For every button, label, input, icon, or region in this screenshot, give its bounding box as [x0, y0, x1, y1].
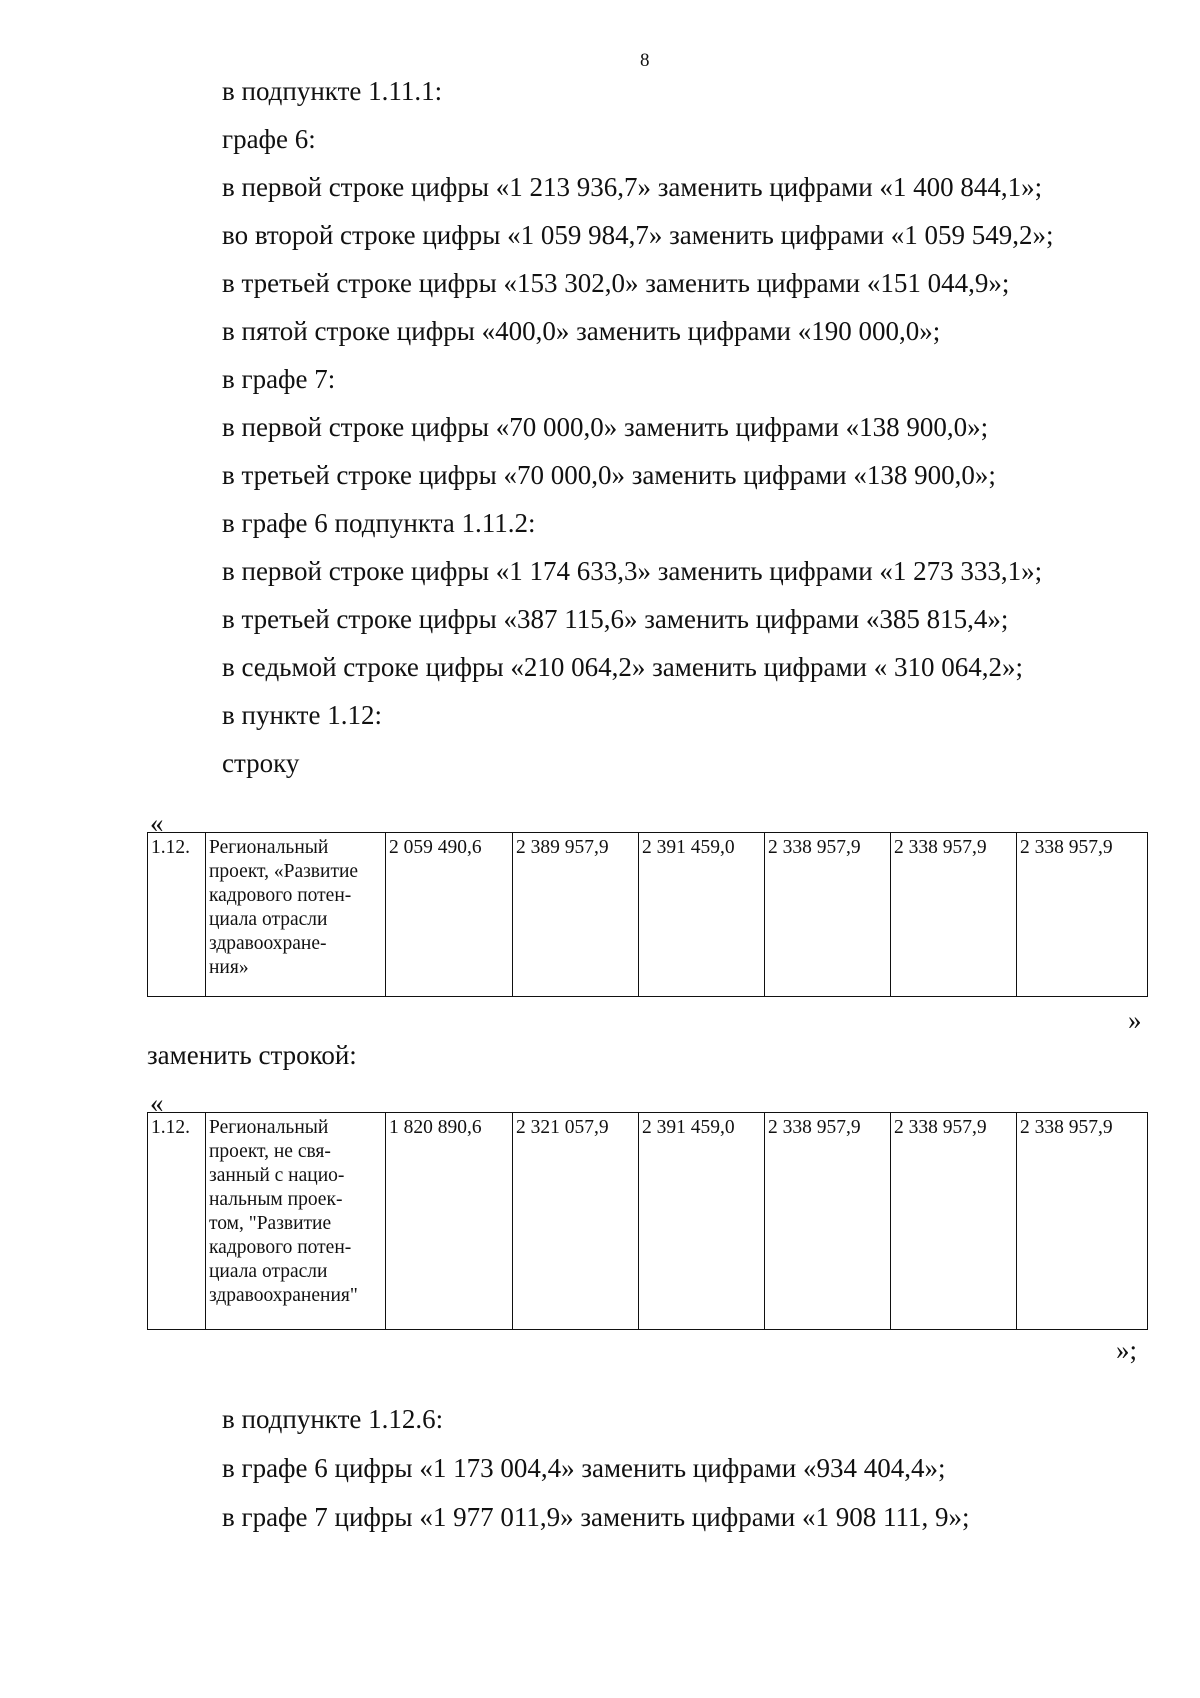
project-name-cell: Региональный проект, не свя- занный с нацио- нальным проек- том, "Развитие кадрового потен- циала отрасли здравоохранения" [206, 1113, 386, 1330]
value-cell: 2 059 490,6 [386, 833, 513, 997]
value-cell: 1 820 890,6 [386, 1113, 513, 1330]
text-line: в пятой строке цифры «400,0» заменить цифрами «190 000,0»; [222, 316, 941, 346]
value-cell: 2 321 057,9 [513, 1113, 639, 1330]
value-cell: 2 338 957,9 [765, 833, 891, 997]
row-number-cell: 1.12. [148, 833, 206, 997]
table-row [148, 1113, 1148, 1330]
text-line: во второй строке цифры «1 059 984,7» заменить цифрами «1 059 549,2»; [222, 220, 1054, 250]
text-line: в графе 6 цифры «1 173 004,4» заменить цифрами «934 404,4»; [222, 1453, 946, 1483]
text-line: в третьей строке цифры «387 115,6» заменить цифрами «385 815,4»; [222, 604, 1009, 634]
text-line: графе 6: [222, 124, 316, 154]
text-line: в седьмой строке цифры «210 064,2» заменить цифрами « 310 064,2»; [222, 652, 1023, 682]
row-number-cell: 1.12. [148, 1113, 206, 1330]
text-line: в первой строке цифры «70 000,0» заменить цифрами «138 900,0»; [222, 412, 989, 442]
text-line: в первой строке цифры «1 213 936,7» заменить цифрами «1 400 844,1»; [222, 172, 1043, 202]
value-cell: 2 391 459,0 [639, 833, 765, 997]
value-cell: 2 338 957,9 [891, 1113, 1017, 1330]
table-row [148, 833, 1148, 997]
text-line: в подпункте 1.11.1: [222, 76, 443, 106]
value-cell: 2 338 957,9 [1017, 833, 1148, 997]
text-line: строку [222, 748, 300, 778]
text-line: в графе 6 подпункта 1.11.2: [222, 508, 536, 538]
text-line: в третьей строке цифры «153 302,0» заменить цифрами «151 044,9»; [222, 268, 1010, 298]
new-row-table [147, 1112, 1148, 1330]
text-line: в графе 7 цифры «1 977 011,9» заменить цифрами «1 908 111, 9»; [222, 1502, 970, 1532]
value-cell: 2 338 957,9 [1017, 1113, 1148, 1330]
text-line: в третьей строке цифры «70 000,0» заменить цифрами «138 900,0»; [222, 460, 996, 490]
opening-quote: « [150, 808, 164, 838]
closing-quote-semicolon: »; [1116, 1335, 1138, 1365]
replace-with-label: заменить строкой: [147, 1040, 357, 1070]
closing-quote: » [1128, 1005, 1142, 1035]
page-number: 8 [640, 50, 650, 71]
text-line: в подпункте 1.12.6: [222, 1404, 444, 1434]
value-cell: 2 338 957,9 [765, 1113, 891, 1330]
value-cell: 2 338 957,9 [891, 833, 1017, 997]
text-line: в графе 7: [222, 364, 336, 394]
old-row-table [147, 832, 1148, 997]
text-line: в пункте 1.12: [222, 700, 382, 730]
value-cell: 2 391 459,0 [639, 1113, 765, 1330]
value-cell: 2 389 957,9 [513, 833, 639, 997]
text-line: в первой строке цифры «1 174 633,3» заменить цифрами «1 273 333,1»; [222, 556, 1043, 586]
opening-quote: « [150, 1088, 164, 1118]
project-name-cell: Региональный проект, «Развитие кадрового потен- циала отрасли здравоохране- ния» [206, 833, 386, 997]
